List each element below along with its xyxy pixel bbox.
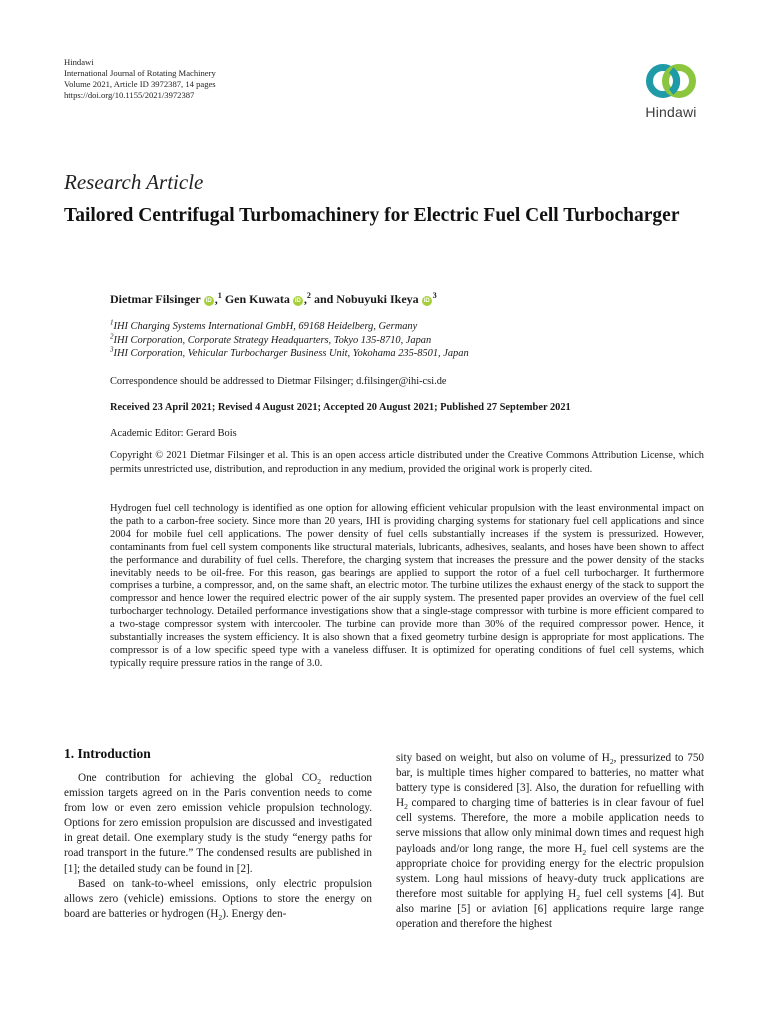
journal-volume: Volume 2021, Article ID 3972387, 14 pages [64, 79, 216, 89]
orcid-icon[interactable]: iD [423, 298, 430, 304]
affiliation-item [110, 334, 469, 348]
body-paragraph: One contribution for achieving the global $CO_2$ reduction emission targets agreed on in the Paris convention needs to come from low or even zero emission vehicle propulsion technology. Options for zero emission propulsion are discussed and investigated in great detail. One exemplary study is the study “energy paths for road transport in the future.” The condensed results are published in [1]; the detailed study can be found in [2]. [64, 772, 373, 875]
affiliation-text: IHI Corporation, Corporate Strategy Headquarters, Tokyo 135-8710, Japan [113, 334, 432, 346]
journal-name: International Journal of Rotating Machinery [64, 68, 216, 78]
left-column [64, 746, 372, 922]
affiliations [110, 320, 469, 361]
affiliation-number: 1 [110, 318, 114, 327]
author-affil-ref: 2 [306, 291, 311, 300]
doi-link[interactable]: https://doi.org/10.1155/2021/3972387 [64, 90, 195, 100]
author-name[interactable]: Dietmar Filsinger [110, 292, 201, 306]
academic-editor: Academic Editor: Gerard Bois [110, 428, 237, 439]
copyright-notice: Copyright © 2021 Dietmar Filsinger et al. This is an open access article distributed under the Creative Commons Attribution License, which permits unrestricted use, distribution, and reproduction in any medium, provided the original work is properly cited. [110, 450, 704, 475]
orcid-icon[interactable]: iD [205, 298, 212, 304]
abstract: Hydrogen fuel cell technology is identified as one option for allowing efficient vehicular propulsion with the least environmental impact on the path to a carbon-free society. Since more than 20 years, IHI is providing charging systems for stationary fuel cell applications and since 2004 for mobile fuel cell applications. The power density of fuel cells substantially increases if the system is pressurized. However, contaminants from fuel cell system components like structural materials, lubricants, adhesives, sealants, and hoses have been shown to affect the performance and durability of fuel cells. Therefore, the charging system that increases the pressure and the power density of the stacks inevitably needs to be oil-free. For this reason, gas bearings are applied to support the rotor of a fuel cell turbocharger. It furthermore comprises a turbine, a compressor, and, on the same shaft, an electric motor. The turbine utilizes the exhaust energy of the stack to support the compressor and hence lower the required electric power of the air supply system. The presented paper provides an overview of the fuel cell turbocharger technology. Detailed performance investigations show that a single-stage compressor with turbine is more efficient compared to a two-stage compressor system with intercooler. The turbine can provide more than 30% of the required compressor power. Hence, it substantially increases the system efficiency. It is also shown that a fixed geometry turbine design is appropriate for most applications. The compressor is of a low specific speed type with a vaneless diffuser. It is optimized for operating conditions of fuel cell systems, which typically require pressure ratios in the range of 3.0. [110, 503, 704, 669]
author-affil-ref: 3 [432, 291, 437, 300]
logo-text: Hindawi [645, 104, 697, 120]
publication-dates: Received 23 April 2021; Revised 4 August 2021; Accepted 20 August 2021; Published 27 September 2021 [110, 402, 571, 413]
affiliation-text: IHI Charging Systems International GmbH, 69168 Heidelberg, Germany [113, 321, 418, 332]
author-separator: , [214, 292, 218, 306]
orcid-icon[interactable]: iD [294, 298, 301, 304]
correspondence: Correspondence should be addressed to Dietmar Filsinger; d.filsinger@ihi-csi.de [110, 376, 447, 387]
affiliation-text: IHI Corporation, Vehicular Turbocharger Business Unit, Yokohama 235-8501, Japan [113, 348, 469, 360]
author-affil-ref: 1 [217, 291, 222, 300]
body-paragraph: sity based on weight, but also on volume of $H_2$, pressurized to 750 bar, is multiple times higher compared to batteries, no matter what battery type is considered [3]. Also, the duration for refuelling with $H_2$ compared to charging time of batteries is in clear favour of fuel cell systems. Therefore, the more a mobile application needs to serve missions that allow only minimal down times and request high payloads and/or long range, the more $H_2$ fuel cell systems are the appropriate choice for providing energy for the electric propulsion system. Long haul missions of heavy-duty truck applications are therefore most suitable for applying $H_2$ fuel cell systems [4]. But also marine [5] or aviation [6] applications require large range operation and therefore the highest [396, 752, 705, 931]
author-separator: , [303, 292, 307, 306]
affiliation-item [110, 320, 469, 334]
hindawi-rings-icon [644, 60, 698, 102]
article-title: Tailored Centrifugal Turbomachinery for Electric Fuel Cell Turbocharger [64, 205, 680, 226]
affiliation-item [110, 347, 469, 361]
right-column [396, 751, 704, 932]
affiliation-number: 2 [110, 332, 114, 341]
hindawi-logo [633, 60, 709, 120]
author-name[interactable]: Gen Kuwata [224, 292, 290, 306]
affiliation-number: 3 [110, 345, 114, 354]
body-paragraph: Based on tank-to-wheel emissions, only electric propulsion allows zero (vehicle) emissions. Options to store the energy on board are batteries or hydrogen $(H_2)$. Energy den- [64, 877, 372, 923]
article-type: Research Article [64, 170, 204, 194]
author-list [110, 292, 437, 307]
author-name[interactable]: and Nobuyuki Ikeya [313, 292, 419, 306]
journal-info [64, 57, 216, 101]
publisher-name: Hindawi [64, 57, 94, 67]
section-heading: 1. Introduction [64, 746, 151, 761]
